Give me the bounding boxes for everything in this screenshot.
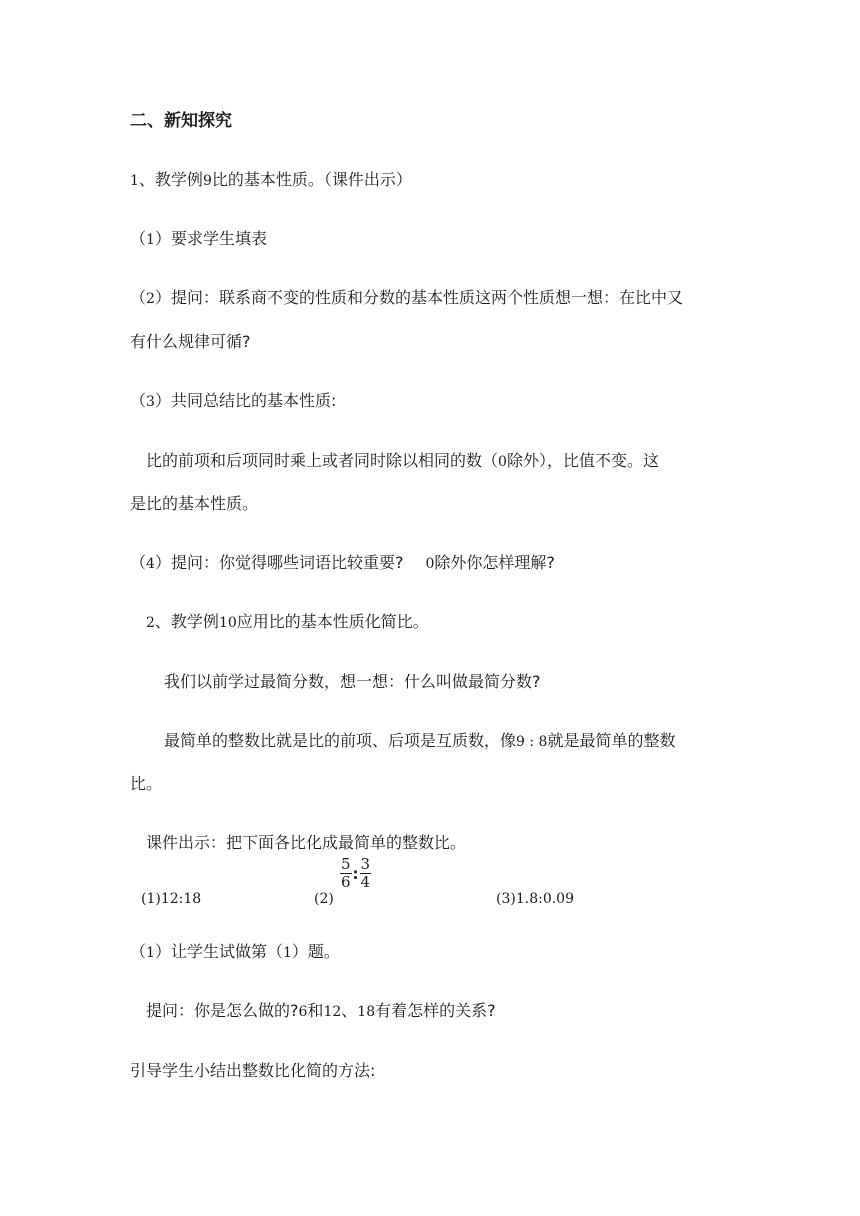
item-2-example-10 [146,612,429,633]
step-1 [130,229,267,250]
step-number: 2 [146,291,155,307]
exercise-3-text: (3)1.8:0.09 [496,891,574,907]
paren-open: （ [130,942,147,961]
step-4-text-a: 提问：你觉得哪些词语比较重要? [170,553,404,572]
step-1-text: 要求学生填表 [170,229,267,248]
item-2-number: 2 [146,615,155,631]
step-3 [130,391,336,412]
question-number-6: 6 [298,1004,308,1020]
step-3-text: 共同总结比的基本性质: [170,391,337,410]
step-4-text-b: 除外你怎样理解? [434,553,555,572]
step-2-line-1 [130,288,683,309]
item-1-text-a: 、教学例 [138,170,203,189]
fraction-denominator: 6 [341,873,351,891]
property-text-b: 除外），比值不变。这 [506,451,659,470]
question-text-b: 和 [307,1001,324,1020]
question-number-12: 12 [323,1004,342,1020]
question-number-18: 18 [357,1004,376,1020]
ratio-colon: : [352,864,359,883]
item-1-example-number: 9 [202,173,212,189]
property-line-2 [130,494,258,514]
section-heading-text: 二、新知探究 [130,111,232,131]
paragraph-a-text: 我们以前学过最简分数，想一想：什么叫做最简分数? [164,672,541,691]
exercise-1 [141,889,201,909]
paren-close: ） [154,553,171,572]
paragraph-simplest-fraction [164,672,541,692]
item-1-text-b: 比的基本性质。（课件出示） [211,170,412,189]
paragraph-b-text-a: 最简单的整数比就是比的前项、后项是互质数，像 [164,731,517,750]
fraction-numerator: 5 [341,855,351,873]
fraction-denominator: 4 [360,873,371,891]
fraction-numerator: 3 [360,855,371,873]
exercise-1-text: (1)12:18 [141,891,202,907]
ratio-example: 9 : 8 [516,734,548,750]
paren-close: ） [154,229,171,248]
item-2-text-b: 应用比的基本性质化简比。 [236,612,429,631]
paren-open: （ [130,391,147,410]
step-number: 1 [146,232,155,248]
exercise-2-expression [340,856,371,891]
try-step-1 [130,942,340,963]
step-number: 3 [146,394,155,410]
step-2-text-line-1: 提问：联系商不变的性质和分数的基本性质这两个性质想一想：在比中又 [170,288,683,307]
step-4-zero: 0 [425,556,435,572]
item-2-text-a: 、教学例 [154,612,219,631]
paragraph-b-text-b: 就是最简单的整数 [547,731,676,750]
question-text-d: 有着怎样的关系? [375,1001,496,1020]
paragraph-simplest-ratio-line-2 [130,774,162,794]
exercise-2-label [314,889,334,909]
step-number: 4 [146,556,155,572]
question-line [146,1001,496,1022]
step-4 [130,553,555,574]
try-text-b: ）题。 [291,942,340,961]
paragraph-b-text-line-2: 比。 [130,774,163,793]
paren-open: （ [130,229,147,248]
property-text-line-2: 是比的基本性质。 [130,494,259,513]
courseware-instruction [146,833,466,853]
step-2-text-line-2: 有什么规律可循? [130,332,251,351]
courseware-text: 课件出示：把下面各比化成最简单的整数比。 [146,833,467,852]
paren-open: （ [130,288,147,307]
property-text-a: 比的前项和后项同时乘上或者同时除以相同的数（ [146,451,499,470]
question-text-c: 、 [341,1001,358,1020]
question-text-a: 提问：你是怎么做的? [146,1001,299,1020]
paren-close: ） [154,391,171,410]
fraction-three-quarters [360,856,372,891]
item-1-number: 1 [130,173,139,189]
paren-close: ） [154,942,171,961]
guide-summary [130,1061,375,1081]
exercise-2-label-text: (2) [314,891,334,907]
paren-close: ） [154,288,171,307]
section-heading [130,111,232,131]
exercise-3 [496,889,574,909]
item-2-example-number: 10 [218,615,237,631]
property-zero: 0 [498,454,507,470]
step-2-line-2 [130,332,251,352]
guide-text: 引导学生小结出整数比化简的方法: [130,1061,376,1080]
step-number: 1 [146,945,155,961]
try-question-number: 1 [282,945,292,961]
property-line-1 [146,451,659,472]
paren-open: （ [130,553,147,572]
paragraph-simplest-ratio-line-1 [164,731,675,752]
try-text-a: 让学生试做第（ [170,942,283,961]
item-1-example-9 [130,170,412,191]
fraction-five-sixths [340,856,352,891]
